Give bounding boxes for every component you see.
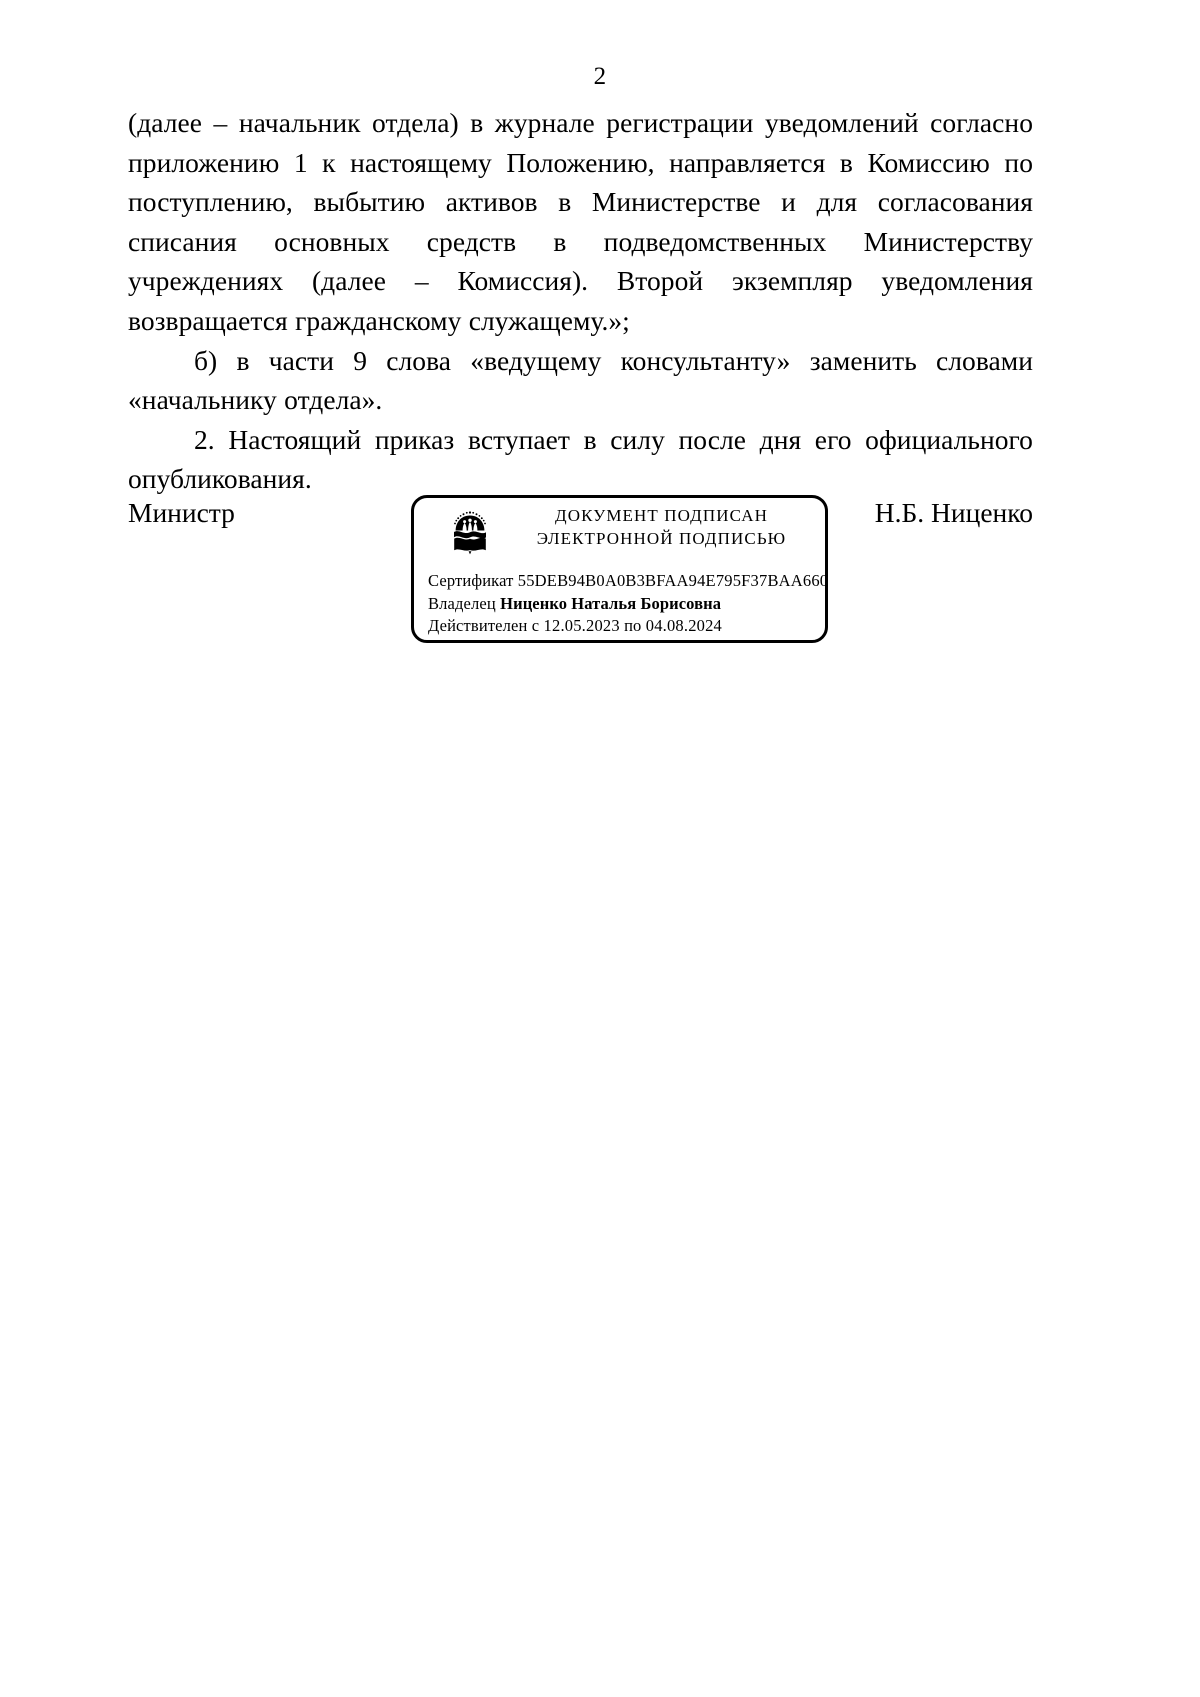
stamp-certificate-value: 55DEB94B0A0B3BFAA94E795F37BAA660 xyxy=(517,571,829,590)
stamp-owner-value: Ниценко Наталья Борисовна xyxy=(500,593,722,613)
stamp-heading-line-2: ЭЛЕКТРОННОЙ ПОДПИСЬЮ xyxy=(536,529,787,548)
coat-of-arms-emblem-icon xyxy=(447,506,493,556)
stamp-heading-line-1: ДОКУМЕНТ ПОДПИСАН xyxy=(555,506,768,525)
paragraph-1: (далее – начальник отдела) в журнале регистрации уведомлений согласно приложению 1 к настоящему Положению, направляется в Комиссию по поступлению, выбытию активов в Министерстве и для согласования списания основных средств в подведомственных Министерству учреждениях (далее – Комиссия). Второй экземпляр уведомления возвращается гражданскому служащему.»; xyxy=(128,107,1033,336)
stamp-owner-label: Владелец xyxy=(428,593,496,613)
stamp-validity-from: 12.05.2023 xyxy=(543,616,620,635)
stamp-details xyxy=(428,570,829,638)
paragraph-2: б) в части 9 слова «ведущему консультанту» заменить словами «начальнику отдела». xyxy=(128,344,1033,416)
stamp-owner-line xyxy=(428,593,823,616)
signatory-name: Н.Б. Ниценко xyxy=(874,497,1033,528)
page-number: 2 xyxy=(593,63,607,90)
stamp-validity-from-prefix: с xyxy=(531,616,540,635)
stamp-validity-line xyxy=(428,615,823,638)
signatory-title: Министр xyxy=(128,497,235,528)
document-body xyxy=(128,103,1033,499)
stamp-certificate-label: Сертификат xyxy=(428,571,514,590)
stamp-validity-to-prefix: по xyxy=(624,616,642,635)
stamp-heading xyxy=(509,504,814,550)
electronic-signature-stamp xyxy=(411,495,828,643)
paragraph-3: 2. Настоящий приказ вступает в силу после дня его официального опубликования. xyxy=(128,423,1033,495)
stamp-certificate-line xyxy=(428,570,829,593)
stamp-validity-label: Действителен xyxy=(428,616,528,635)
stamp-validity-to: 04.08.2024 xyxy=(645,616,722,635)
